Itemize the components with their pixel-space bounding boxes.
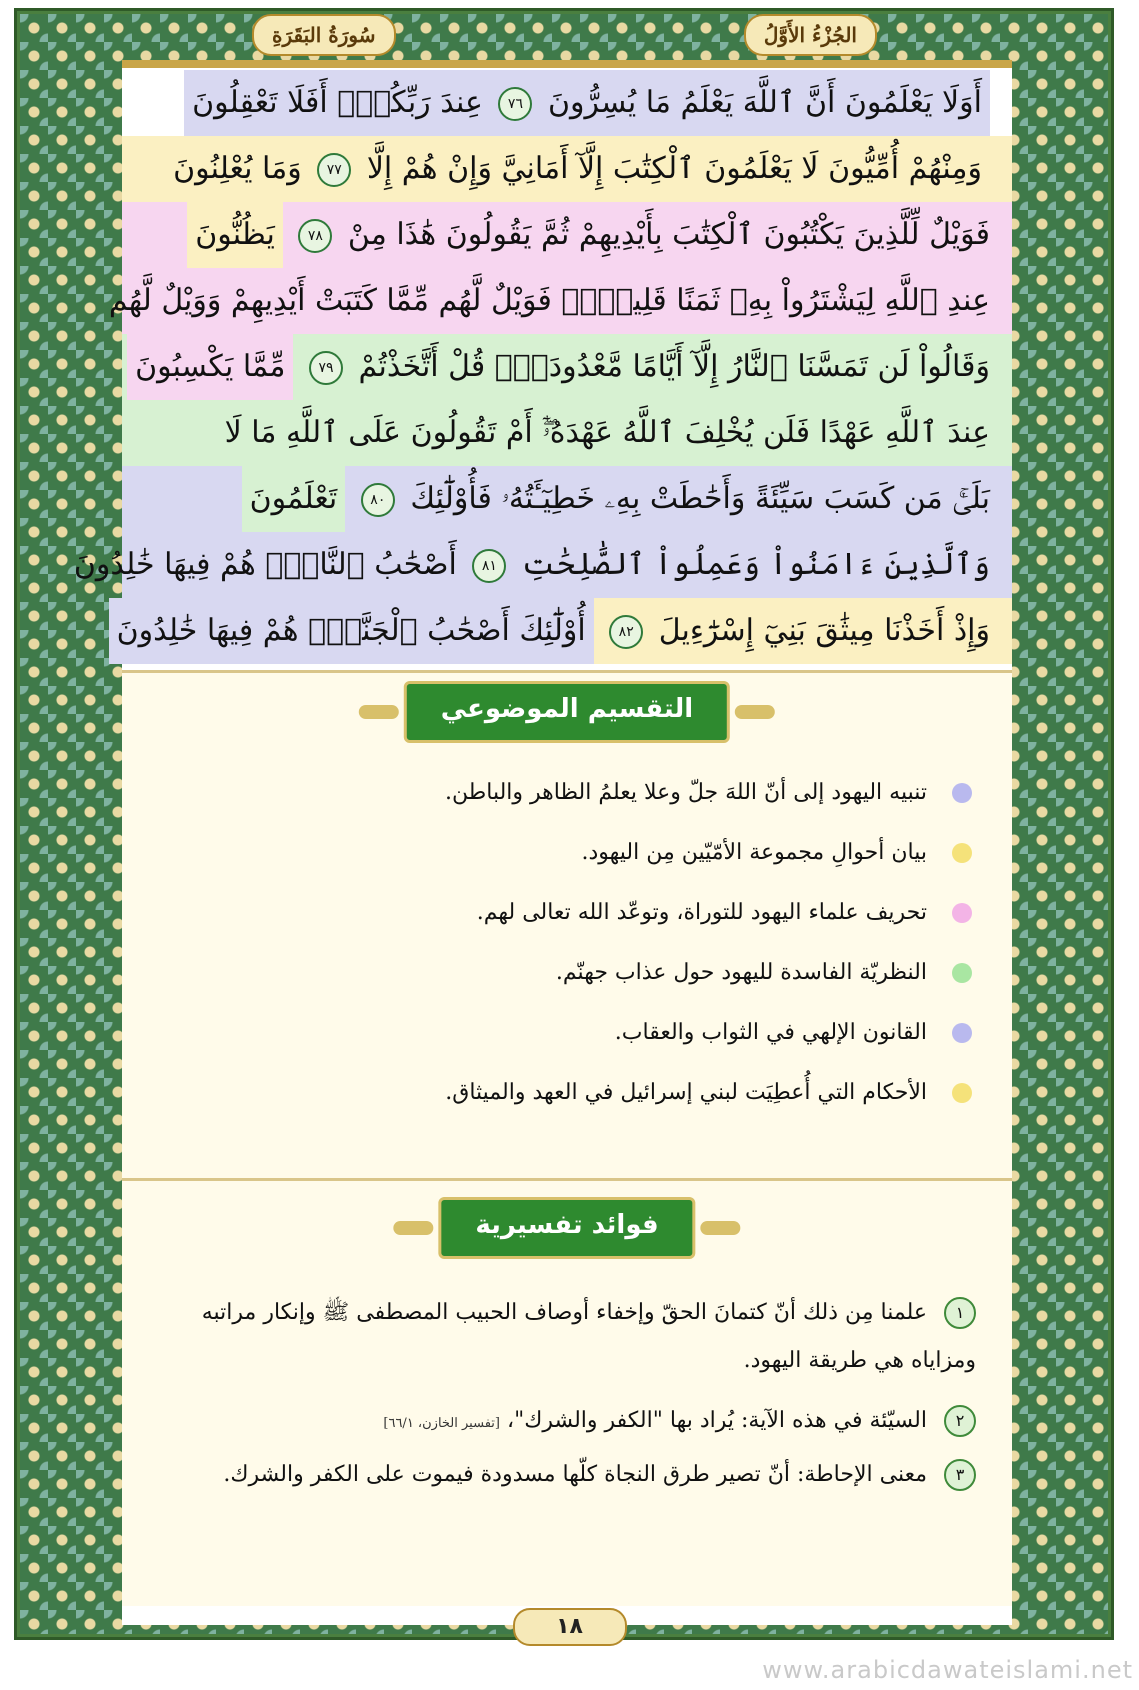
bullet-dot [952,783,972,803]
verse-text: وَإِذْ أَخَذْنَا مِيثَٰقَ بَنِيٓ إِسْرَٰٓءِيلَ [658,613,990,648]
topic-point [162,951,972,995]
verse-text: فَوَيْلٌ لِّلَّذِينَ يَكْتُبُونَ ٱلْكِتَٰبَ بِأَيْدِيهِمْ ثُمَّ يَقُولُونَ هَٰذَا مِنْ [347,217,990,252]
verse-line-5 [122,334,1012,400]
topic-text: الأحكام التي أُعطِيَت لبني إسرائيل في العهد والميثاق. [445,1080,927,1105]
verse-end-marker: ٧٨ [298,219,332,253]
banner-ornament-left [393,1221,433,1235]
exegesis-notes-section [122,1181,1012,1606]
topic-point [162,771,972,815]
verse-end-marker: ٨٠ [361,483,395,517]
section-banner-notes [438,1197,695,1259]
verse-text: مِّمَّا يَكْسِبُونَ [135,349,286,384]
verse-text: أُوْلَٰٓئِكَ أَصْحَٰبُ ٱلْجَنَّةِۖ هُمْ فِيهَا خَٰلِدُونَ [116,613,586,648]
section-banner-topics [404,681,730,743]
topic-text: تحريف علماء اليهود للتوراة، وتوعّد الله تعالى لهم. [476,900,927,925]
verse-segment [109,598,594,664]
note-number: ٣ [944,1459,976,1491]
topic-division-section [122,673,1012,1178]
banner-ornament-left [359,705,399,719]
verse-text: وَمِنْهُمْ أُمِّيُّونَ لَا يَعْلَمُونَ ٱلْكِتَٰبَ إِلَّآ أَمَانِيَّ وَإِنْ هُمْ إِلَّا [366,151,982,186]
watermark-url: www.arabicdawateislami.net [762,1656,1133,1684]
note-reference: [تفسير الخازن، ٦٦/١] [383,1416,500,1431]
page-content [73,60,1012,1625]
bullet-dot [952,903,972,923]
verse-end-marker: ٧٧ [317,153,351,187]
verse-line-1 [122,70,1012,136]
verse-segment [165,136,990,202]
topic-point [162,1071,972,1115]
verse-segment [127,334,293,400]
note-text: السيّئة في هذه الآية: يُراد بها "الكفر والشرك"، [506,1408,927,1433]
verse-line-2 [122,136,1012,202]
verse-end-marker: ٨١ [472,549,506,583]
bullet-dot [952,1023,972,1043]
verse-line-4 [108,268,1012,334]
verse-segment [184,70,990,136]
verse-text: يَظُنُّونَ [195,217,275,252]
topic-point [162,831,972,875]
verse-text: وَمَا يُعْلِنُونَ [173,151,302,186]
banner-ornament-right [701,1221,741,1235]
topic-point [162,1011,972,1055]
note-text: علمنا مِن ذلك أنّ كتمانَ الحقّ وإخفاء أوصاف الحبيب المصطفى ﷺ وإنكار مراتبه ومزاياه هي طريقة اليهود. [201,1300,976,1373]
topic-text: بيان أحوالِ مجموعة الأمّيّين مِن اليهود. [581,840,927,865]
page-number: ١٨ [513,1608,627,1646]
topic-point [162,891,972,935]
verse-end-marker: ٨٢ [609,615,643,649]
verse-line-3 [122,202,1012,268]
note-item [150,1451,976,1499]
note-text: معنى الإحاطة: أنّ تصير طرق النجاة كلّها مسدودة فيموت على الكفر والشرك. [223,1462,927,1487]
bullet-dot [952,843,972,863]
verse-end-marker: ٧٦ [498,87,532,121]
bullet-dot [952,963,972,983]
verse-line-8 [73,532,1012,598]
verse-segment [242,466,346,532]
verse-segment [187,202,283,268]
verse-text: أَوَلَا يَعْلَمُونَ أَنَّ ٱللَّهَ يَعْلَمُ مَا يُسِرُّونَ [548,85,982,120]
surah-name-badge: سُورَةُ البَقَرَةِ [252,14,396,56]
section-title: التقسيم الموضوعي [440,694,694,724]
banner-ornament-right [735,705,775,719]
verse-text: وَٱلَّذِينَ ءَامَنُواْ وَعَمِلُواْ ٱلصَّٰلِحَٰتِ [521,547,990,582]
juz-name-badge: الجُزْءُ الأَوَّلُ [744,14,877,56]
note-item [150,1397,976,1448]
note-number: ٢ [944,1405,976,1437]
verse-text: تَعْلَمُونَ [249,481,338,516]
verse-line-7 [122,466,1012,532]
verse-text: بَلَىٰۚ مَن كَسَبَ سَيِّئَةً وَأَحَٰطَتْ بِهِۦ خَطِيٓـَٔتُهُۥ فَأُوْلَٰٓئِكَ [410,481,990,516]
section-title: فوائد تفسيرية [475,1210,659,1240]
topic-text: تنبيه اليهود إلى أنّ اللهَ جلّ وعلا يعلمُ الظاهر والباطن. [445,780,927,805]
verse-line-9 [116,598,1012,664]
topic-text: النظريّة الفاسدة لليهود حول عذاب جهنّم. [555,960,927,985]
verse-text: أَصْحَٰبُ ٱلنَّارِۖ هُمْ فِيهَا خَٰلِدُونَ [73,547,457,582]
bullet-dot [952,1083,972,1103]
verse-end-marker: ٧٩ [309,351,343,385]
top-strip [122,60,1012,68]
topic-text: القانون الإلهي في الثواب والعقاب. [614,1020,927,1045]
verse-text: عِندَ ٱللَّهِ عَهْدًا فَلَن يُخْلِفَ ٱللَّهُ عَهْدَهُۥٓۖ أَمْ تَقُولُونَ عَلَى ٱللَّهِ مَا لَا [224,415,990,450]
verse-text: عِندَ رَبِّكُمْۚ أَفَلَا تَعْقِلُونَ [192,85,483,120]
verse-text: وَقَالُواْ لَن تَمَسَّنَا ٱلنَّارُ إِلَّآ أَيَّامًا مَّعْدُودَةًۚ قُلْ أَتَّخَذْتُمْ [358,349,990,384]
verse-line-6 [122,400,1012,466]
note-number: ١ [944,1297,976,1329]
verse-text: عِندِ ٱللَّهِ لِيَشْتَرُواْ بِهِۦ ثَمَنًا قَلِيلًاۖ فَوَيْلٌ لَّهُم مِّمَّا كَتَبَتْ أَيْدِيهِمْ وَوَيْلٌ لَّهُم [108,283,990,318]
note-item [150,1289,976,1385]
